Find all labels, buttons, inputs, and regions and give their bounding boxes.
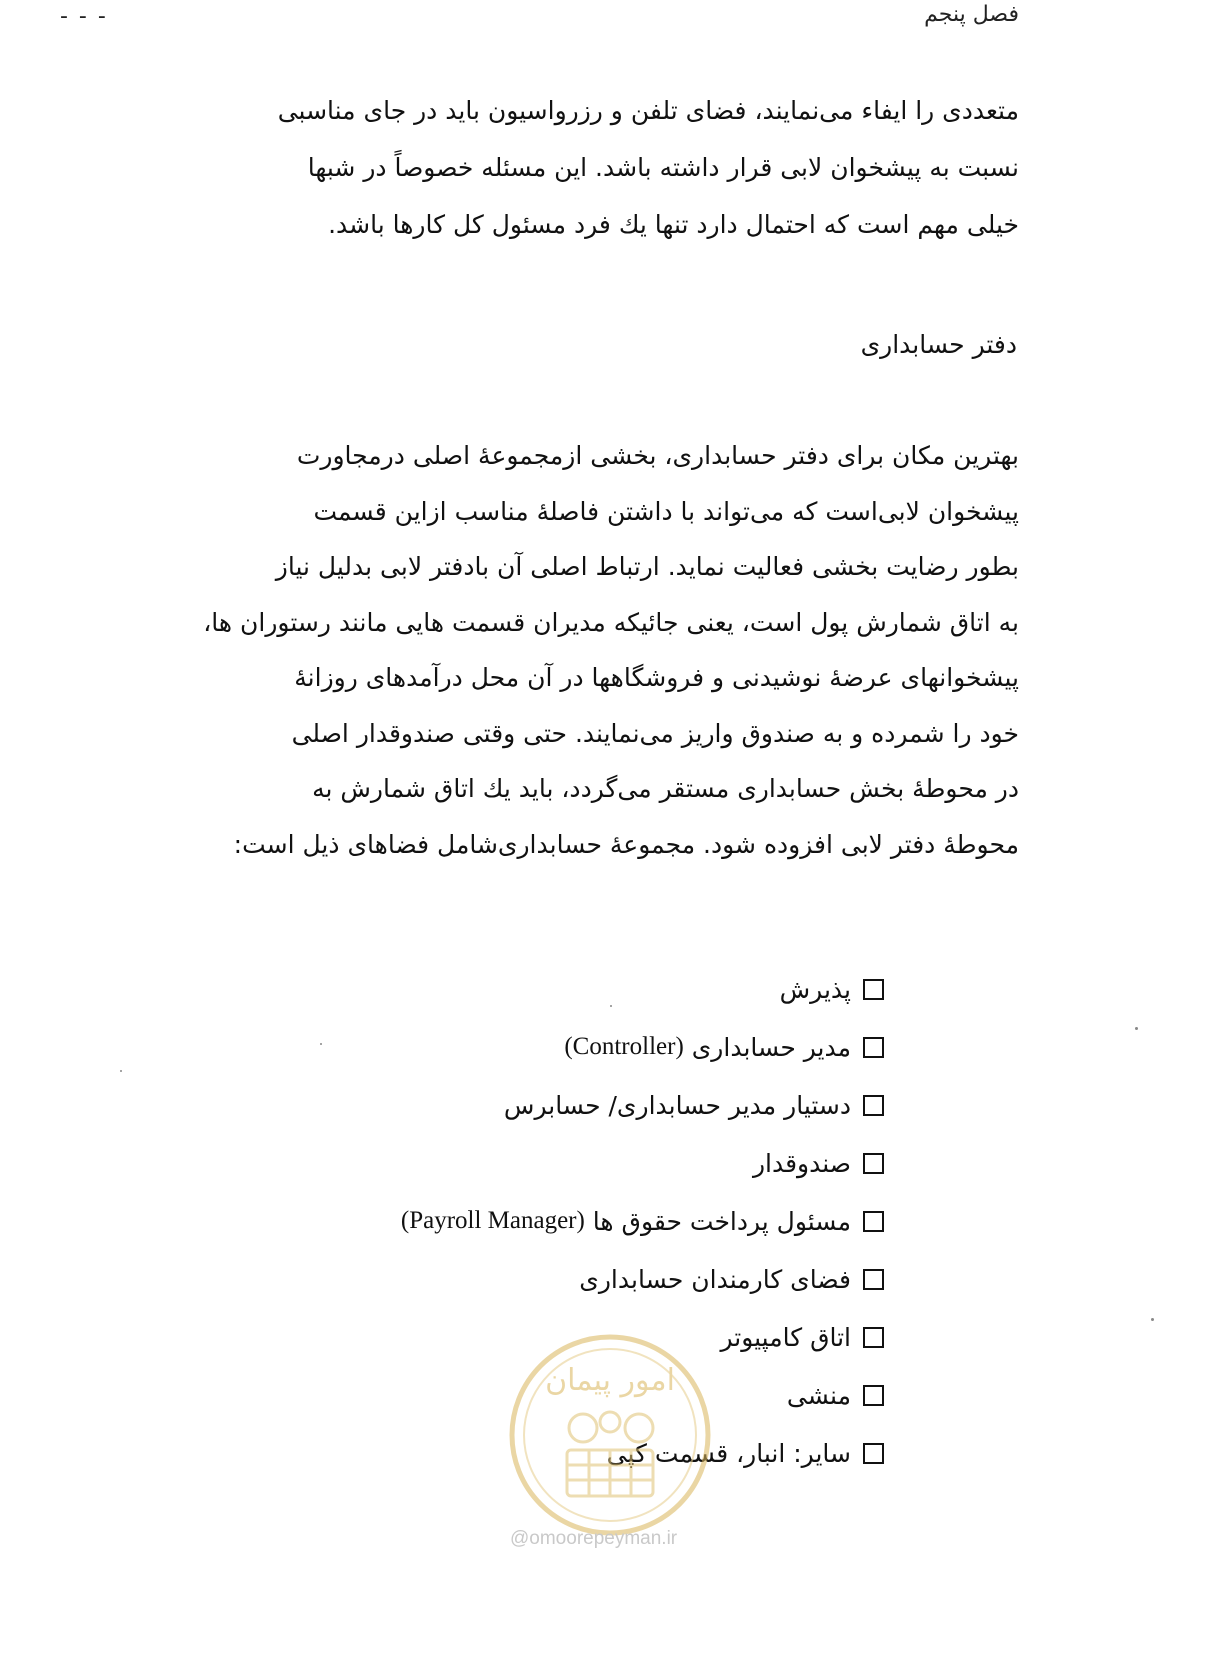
paragraph-2 [57,443,1019,887]
scan-speck [610,1005,612,1007]
paragraph-line: بهترین مکان برای دفتر حسابداری، بخشی ازمجموعهٔ اصلی درمجاورت [296,441,1019,470]
watermark-seal-logo [505,1330,715,1540]
list-item-label: دستیار مدیر حسابداری/ حسابرس [503,1090,851,1120]
watermark-logo-text: امور پیمان [545,1363,675,1398]
list-item [401,1134,884,1192]
paragraph-line: پیشخوان لابی‌است که می‌تواند با داشتن فاصلهٔ مناسب ازاین قسمت [313,496,1019,526]
list-item [401,1192,884,1250]
paragraph-line: محوطهٔ دفتر لابی افزوده شود. مجموعهٔ حسابداری‌شامل فضاهای ذیل است: [233,829,1019,859]
section-heading: دفتر حسابداری [860,330,1017,359]
watermark-url: @omoorepeyman.ir [510,1528,678,1549]
list-item-label: مدیر حسابداری [691,1032,851,1062]
paragraph-line: نسبت به پیشخوان لابی قرار داشته باشد. این مسئله خصوصاً در شبها [307,153,1019,182]
scan-speck [1135,1027,1138,1030]
paragraph-line: خیلی مهم است که احتمال دارد تنها یك فرد مسئول کل کارها باشد. [328,210,1019,239]
scan-speck [320,1043,322,1045]
corner-marks: - - - [60,4,108,29]
checkbox-icon [863,1037,884,1058]
list-item [401,1018,884,1076]
list-item [401,1250,884,1308]
checkbox-icon [863,1443,884,1464]
paragraph-line: به اتاق شمارش پول است، یعنی جائیکه مدیران قسمت هایی مانند رستوران ها، [203,607,1019,637]
list-item-english-term: (Controller) [564,1033,684,1060]
scan-speck [120,1070,122,1072]
scan-speck [1151,1318,1154,1321]
list-item-english-term: (Payroll Manager) [400,1207,585,1234]
list-item [401,1076,884,1134]
paragraph-line: پیشخوانهای عرضهٔ نوشیدنی و فروشگاهها در آن محل درآمدهای روزانهٔ [294,663,1019,692]
list-item-label: منشی [786,1380,851,1410]
paragraph-1 [59,98,1019,269]
list-item-label: سایر: انبار، قسمت کپی [606,1438,851,1468]
checkbox-icon [863,1153,884,1174]
paragraph-line: خود را شمرده و به صندوق واریز می‌نمایند. حتی وقتی صندوقدار اصلی [291,718,1019,748]
list-item-label: اتاق کامپیوتر [720,1322,851,1352]
checkbox-icon [863,979,884,1000]
running-title: فصل پنجم [924,2,1019,27]
list-item-label: مسئول پرداخت حقوق ها [592,1206,851,1236]
checkbox-icon [863,1211,884,1232]
checkbox-icon [863,1385,884,1406]
checkbox-icon [863,1327,884,1348]
list-item-label: پذیرش [779,974,851,1004]
checkbox-icon [863,1095,884,1116]
paragraph-line: متعددی را ایفاء می‌نمایند، فضای تلفن و رزرواسیون باید در جای مناسبی [277,96,1019,125]
list-item-label: فضای کارمندان حسابداری [579,1264,851,1294]
paragraph-line: در محوطهٔ بخش حسابداری مستقر می‌گردد، باید یك اتاق شمارش به [312,774,1019,803]
checkbox-icon [863,1269,884,1290]
list-item [401,960,884,1018]
list-item-label: صندوقدار [752,1148,851,1178]
paragraph-line: بطور رضایت بخشی فعالیت نماید. ارتباط اصلی آن بادفتر لابی بدلیل نیاز [275,552,1019,581]
